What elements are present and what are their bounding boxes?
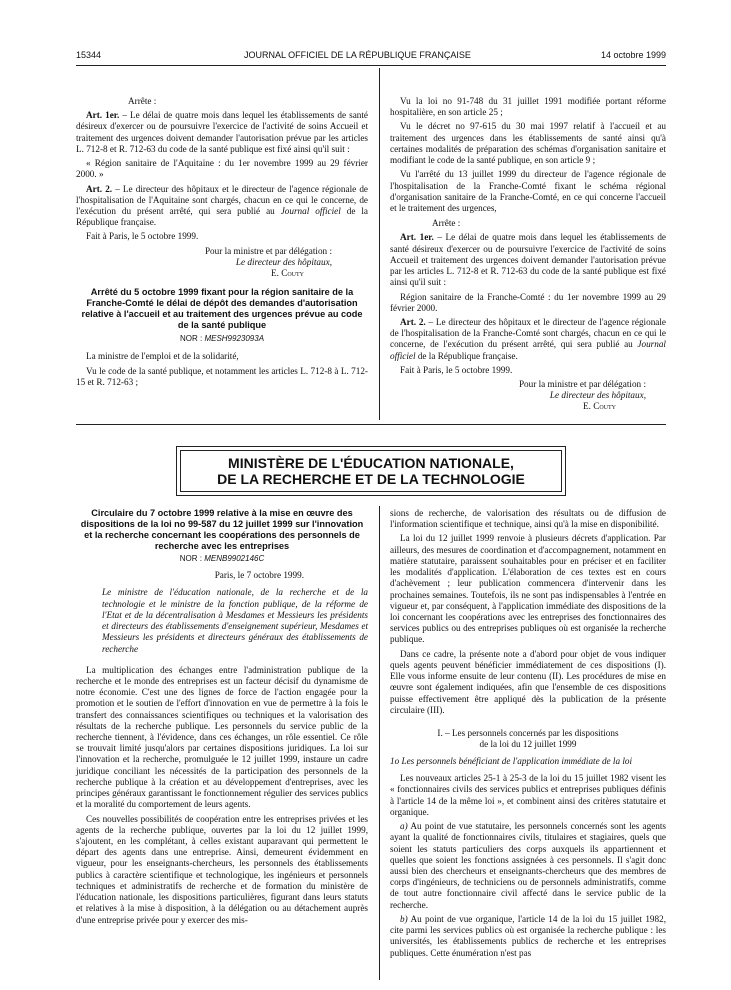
header-rule — [76, 65, 666, 66]
arrete-title: Arrêté du 5 octobre 1999 fixant pour la région sanitaire de la Franche-Comté le délai de dépôt des demandes d'autorisation relative à l'accueil et au traitement des urgences prévue au code de la santé publique — [81, 287, 363, 330]
signature-block — [76, 246, 368, 280]
signature-name: E. Couty — [583, 401, 616, 412]
addressee: Le ministre de l'éducation nationale, de la recherche et de la technologie et le ministre de la fonction publique, de la réforme de l'Etat et de la décentralisation à Mesdames et Messieurs les présidents et directeurs des établissements d'enseignement supérieur, Mesdames et Messieurs les présidents et directeurs généraux des établissements de recherche — [102, 587, 368, 654]
paragraph: La loi du 12 juillet 1999 renvoie à plusieurs décrets d'application. Par ailleurs, des mesures de coordination et d'accompagnement, notamment en matière statutaire, paraissent souhaitables pour en préciser et en faciliter les modalités d'application. L'élaboration de ces textes est en cours d'achèvement ; leur publication commencera d'intervenir dans les prochaines semaines. Toutefois, ils ne sont pas indispensables à l'entrée en vigueur et, par conséquent, à l'application immédiate des dispositions de la loi concernant les coopérations avec les entreprises des fonctionnaires des services publics ou des entreprises publiques où est organisée la recherche publique. — [390, 533, 666, 645]
signature-block — [390, 379, 666, 413]
paragraph: La ministre de l'emploi et de la solidarité, — [86, 351, 239, 362]
date-line: Paris, le 7 octobre 1999. — [214, 570, 304, 581]
nor-reference: NOR : MESH9923093A — [179, 333, 265, 343]
paragraph: b) Au point de vue organique, l'article 14 de la loi du 15 juillet 1982, cite parmi les services publics où est organisée la recherche publique : les universités, les établissements publics de recherche et les entreprises publiques. Cette énumération n'est pas — [390, 913, 666, 958]
article-1: Art. 1er. – Le délai de quatre mois dans lequel les établissements de santé désireux d'exercer ou de poursuivre l'exercice de l'activité de soins Accueil et traitement des urgences doivent demander l'autorisation prévue par les articles L. 712-8 et R. 712-63 du code de la santé publique est fixé ainsi qu'il suit : — [390, 232, 666, 288]
fait-line: Fait à Paris, le 5 octobre 1999. — [86, 231, 199, 242]
bottom-left-column — [76, 508, 368, 929]
paragraph: Dans ce cadre, la présente note a d'abord pour objet de vous indiquer quels agents peuvent bénéficier immédiatement de ces dispositions (I). Elle vous informe ensuite de leur contenu (II). Les procédures de mise en œuvre sont également indiquées, afin que l'ensemble de ces dispositions puisse effectivement être appliqué dès la publication de la présente circulaire (III). — [390, 648, 666, 715]
paragraph: Vu le code de la santé publique, et notamment les articles L. 712-8 à L. 712-15 et R. 712-63 ; — [76, 365, 368, 387]
article-2: Art. 2. – Le directeur des hôpitaux et le directeur de l'agence régionale de l'hospitalisation de l'Aquitaine sont chargés, chacun en ce qui le concerne, de l'exécution du présent arrêté, qui sera publié au Journal officiel de la République française. — [76, 183, 368, 228]
paragraph: Vu le décret no 97-615 du 30 mai 1997 relatif à l'accueil et au traitement des urgences dans les établissements de santé ainsi qu'à certaines modalités de préparation des schémas d'organisation sanitaire et modifiant le code de la santé publique, en son article 9 ; — [390, 121, 666, 166]
ministry-line-2: DE LA RECHERCHE ET DE LA TECHNOLOGIE — [217, 471, 525, 487]
top-column-divider — [379, 68, 380, 420]
signature-name: E. Couty — [271, 268, 304, 279]
paragraph: Vu l'arrêté du 13 juillet 1999 du directeur de l'agence régionale de l'hospitalisation de la Franche-Comté fixant le schéma régional d'organisation sanitaire de la Franche-Comté, en ce qui concerne l'accueil et le traitement des urgences, — [390, 169, 666, 213]
ministry-banner — [176, 446, 566, 496]
bottom-column-divider — [379, 506, 380, 980]
signature-line-1: Pour la ministre et par délégation : — [204, 245, 332, 256]
section-rule — [76, 424, 666, 425]
section-title: I. – Les personnels concernés par les dispositions de la loi du 12 juillet 1999 — [437, 727, 619, 749]
region-line: Région sanitaire de la Franche-Comté : du 1er novembre 1999 au 29 février 2000. — [390, 291, 666, 313]
signature-line-2: Le directeur des hôpitaux, — [235, 256, 332, 267]
paragraph: sions de recherche, de valorisation des résultats ou de diffusion de l'information scientifique et technique, ainsi qu'à la mise en disponibilité. — [390, 508, 666, 530]
paragraph: La multiplication des échanges entre l'administration publique de la recherche et le monde des entreprises est un facteur décisif du dynamisme de notre économie. C'est une des lignes de force de l'action engagée pour la promotion et le soutien de l'effort d'innovation en vue de permettre à la fois le transfert des connaissances scientifiques ou techniques et la valorisation des résultats de la recherche publique. Les personnels du service public de la recherche tiennent, à l'évidence, dans ces échanges, un rôle essentiel. Ce rôle se trouvait limité jusqu'alors par certaines dispositions juridiques. La loi sur l'innovation et la recherche, promulguée le 12 juillet 1999, instaure un cadre juridique conciliant les nécessités de la participation des personnels de la recherche publique à la création et au développement d'entreprises, avec les principes généraux garantissant le fonctionnement régulier des services publics et la moralité du comportement de leurs agents. — [76, 664, 368, 810]
fait-line: Fait à Paris, le 5 octobre 1999. — [400, 364, 513, 375]
top-left-column — [76, 96, 368, 391]
paragraph: Ces nouvelles possibilités de coopération entre les entreprises privées et les agents de la recherche publique, ouvertes par la loi du 12 juillet 1999, s'ajoutent, en les complétant, à celles existant auparavant qui permettent le départ des agents dans une entreprise. Ainsi, demeurent évidemment en vigueur, pour les enseignants-chercheurs, les personnels des établissements publics à caractère scientifique et technologique, les ingénieurs et personnels techniques et administratifs de recherche et de formation du ministère de l'éducation nationale, les dispositions particulières, figurant dans leurs statuts et relatives à la mise à disposition, à la délégation ou au détachement auprès d'une entreprise privée pour y exercer des mis- — [76, 813, 368, 925]
page-header — [76, 50, 666, 64]
ministry-line-1: MINISTÈRE DE L'ÉDUCATION NATIONALE, — [228, 454, 514, 471]
region-line: « Région sanitaire de l'Aquitaine : du 1er novembre 1999 au 29 février 2000. » — [76, 158, 368, 180]
issue-date: 14 octobre 1999 — [600, 50, 666, 60]
paragraph: Les nouveaux articles 25-1 à 25-3 de la loi du 15 juillet 1982 visent les « fonctionnaires civils des services publics et entreprises publiques définis à l'article 14 de la même loi », et combinent ainsi des critères statutaire et organique. — [390, 773, 666, 817]
article-1: Art. 1er. – Le délai de quatre mois dans lequel les établissements de santé désireux d'exercer ou de poursuivre l'exercice de l'activité de soins Accueil et traitement des urgences doivent demander l'autorisation prévue par les articles L. 712-8 et R. 712-63 du code de la santé publique est fixé ainsi qu'il suit : — [76, 110, 368, 154]
page-number: 15344 — [76, 50, 102, 60]
circular-title: Circulaire du 7 octobre 1999 relative à la mise en œuvre des dispositions de la loi no 99-587 du 12 juillet 1999 sur l'innovation et la recherche concernant les coopérations des personnels de recherche avec les entreprises — [80, 508, 364, 551]
bottom-right-column — [390, 508, 666, 962]
article-2: Art. 2. – Le directeur des hôpitaux et le directeur de l'agence régionale de l'hospitalisation de la Franche-Comté sont chargés, chacun en ce qui le concerne, de l'exécution du présent arrêté, qui sera publié au Journal officiel de la République française. — [390, 316, 666, 361]
arrete-label: Arrête : — [432, 218, 461, 229]
arrete-label: Arrête : — [128, 96, 157, 106]
nor-reference: NOR : MENB9902146C — [179, 554, 265, 564]
top-right-column — [390, 96, 666, 413]
signature-line-1: Pour la ministre et par délégation : — [518, 379, 646, 390]
paragraph: a) Au point de vue statutaire, les personnels concernés sont les agents ayant la qualité de fonctionnaires civils, titulaires et stagiaires, quels que soient les statuts particuliers des corps auxquels ils appartiennent et quelles que soient les fonctions assignées à ces personnels. Il s'agit donc aussi bien des chercheurs et enseignants-chercheurs que des membres de corps d'ingénieurs, de techniciens ou de personnels administratifs, comme de tout autre fonctionnaire civil affecté dans le service public de la recherche. — [390, 821, 666, 910]
paragraph: Vu la loi no 91-748 du 31 juillet 1991 modifiée portant réforme hospitalière, en son article 25 ; — [390, 96, 666, 118]
journal-title: JOURNAL OFFICIEL DE LA RÉPUBLIQUE FRANÇAISE — [244, 50, 471, 60]
subsection-title: 1o Les personnels bénéficiant de l'application immédiate de la loi — [390, 756, 633, 766]
signature-line-2: Le directeur des hôpitaux, — [549, 390, 646, 401]
